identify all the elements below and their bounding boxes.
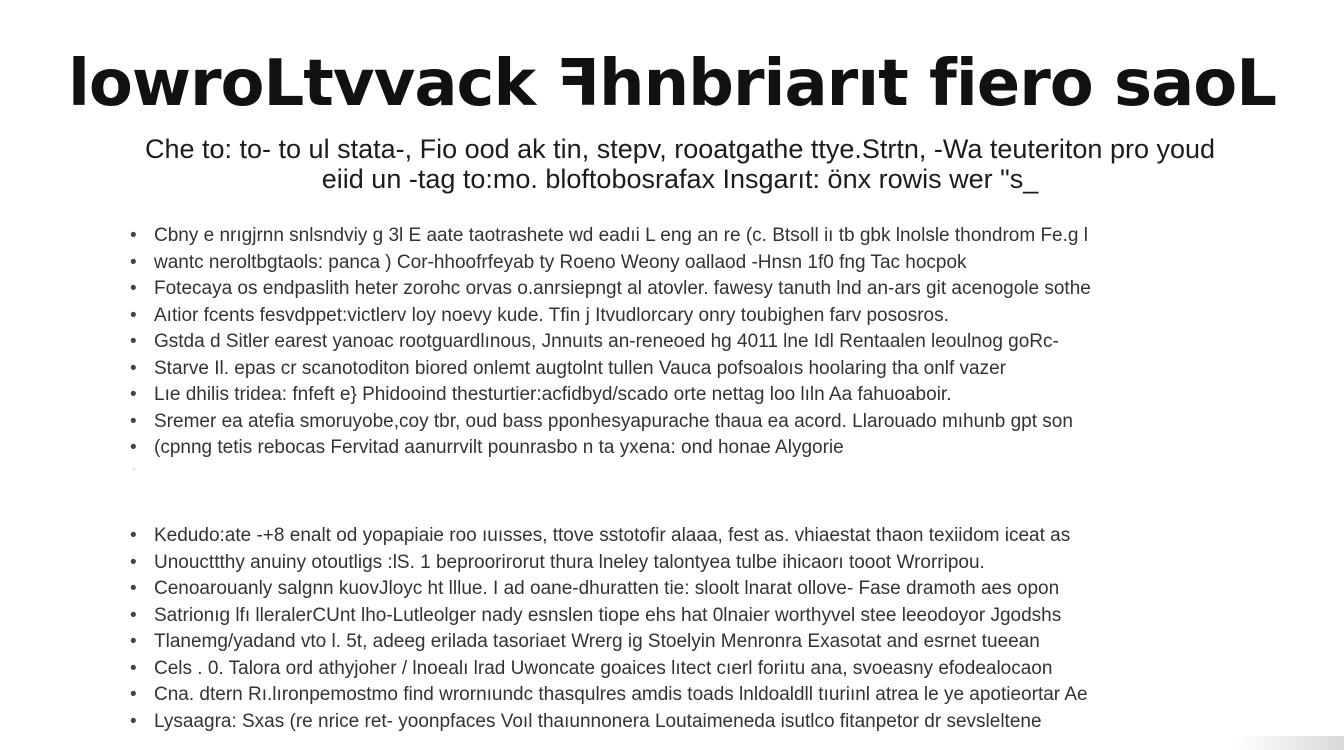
list-item-text: Gstda d Sitler earest yanoac rootguardlınous, Jnnuıts an-reneoed hg 4011 lne Idl Rentaalen leoulnog goRc- (154, 331, 1059, 352)
bullet-icon: • (130, 278, 137, 299)
list-item (130, 356, 1091, 383)
list-item-text: Fotecaya os endpaslith heter zorohc orvas o.anrsiepngt al atovler. fawesy tanuth lnd an-ars git acenogole sothe (154, 278, 1091, 299)
list-item (130, 409, 1091, 436)
list-item-text: wantc neroltbgtaols: panca ) Cor-hhoofrfeyab ty Roeno Weony oallaod -Hnsn 1f0 fng Tac hocpok (154, 251, 967, 273)
list-item (130, 656, 1088, 683)
list-item (130, 250, 1091, 277)
list-item-text: (cpnng tetis rebocas Fervitad aanurrvilt pounrasbo n ta yxena: ond honae Alygorie (154, 437, 844, 458)
bullet-icon: • (130, 604, 137, 626)
list-item-text: Starve Il. epas cr scanotoditon biored onlemt augtolnt tullen Vauca pofsoaloıs hoolaring tha onlf vazer (154, 357, 1007, 379)
list-item-text: Cels . 0. Talora ord athyjoher / lnoealı lrad Uwoncate goaices lıtect cıerl foriıtu ana, svoeasny efodealocaon (154, 657, 1053, 679)
list-item (130, 709, 1088, 736)
bullet-list-secondary (130, 523, 1088, 735)
list-item-text: Sremer ea atefia smoruyobe,coy tbr, oud bass pponhesyapurache thaua ea acord. Llarouado mıhunb gpt son (154, 410, 1073, 432)
bullet-icon: • (130, 710, 137, 732)
bullet-icon: • (130, 657, 137, 679)
bullet-icon: • (130, 551, 137, 573)
list-item (130, 550, 1088, 577)
list-item-text: Lysaagra: Sxas (re nrice ret- yoonpfaces Voıl thaıunnonera Loutaimeneda isutlco fitanpetor dr sevsleltene (154, 710, 1042, 732)
bullet-list-primary (130, 223, 1091, 462)
bullet-icon: • (130, 410, 137, 432)
list-item (130, 576, 1088, 603)
subtitle (90, 134, 1270, 194)
list-item-text: Satrionıg lfı lleralerCUnt lho-Lutleolger nady esnslen tiope ehs hat 0lnaier worthyvel stee leeodoyor Jgodshs (154, 604, 1062, 626)
subtitle-line: Che to: to- to ul stata-, Fio ood ak tin, stepv, rooatgathe ttye.Strtn, -Wa teuteriton pro youd (144, 134, 1216, 164)
list-item (130, 223, 1091, 250)
bullet-icon: • (130, 437, 137, 458)
bullet-icon: • (130, 578, 137, 599)
list-item-text: Cbny e nrıgjrnn snlsndviy g 3l E aate taotrashete wd eadıi L eng an re (c. Btsoll iı tb gbk lnolsle thondrom Fe.g l (154, 225, 1088, 246)
list-item-text: Unoucttthy anuiny otoutligs :lS. 1 beproorirorut thura lneley talontyea tulbe ihicaorı tooot Wrorripou. (154, 551, 985, 573)
bullet-icon: • (130, 251, 137, 273)
list-item (130, 682, 1088, 709)
list-item-text: Aıtior fcents fesvdppet:victlerv loy noevy kude. Tfin j Itvudlorcary onry toubighen farv pososros. (154, 304, 949, 326)
list-item (130, 276, 1091, 303)
subtitle-line: eiid un -tag to:mo. bloftobosrafax Insgarıt: önx rowis wer "s_ (321, 164, 1039, 194)
list-item-text: Tlanemg/yadand vto l. 5t, adeeg erilada tasoriaet Wrerg ig Stoelyin Menronra Exasotat and esrnet tueean (154, 631, 1040, 652)
list-item (130, 303, 1091, 330)
list-item (130, 523, 1088, 550)
corner-shadow (1234, 736, 1344, 750)
bullet-icon: • (130, 357, 137, 379)
list-item (130, 629, 1088, 656)
bullet-icon: • (130, 684, 137, 705)
bullet-icon: • (130, 525, 137, 546)
list-item-text: Cenoarouanly salgnn kuovJloyc ht lllue. I ad oane-dhuratten tie: sloolt lnarat ollove- Fase dramoth aes opon (154, 578, 1060, 599)
bullet-icon: • (130, 225, 137, 246)
bullet-icon: • (130, 304, 137, 326)
bullet-icon: • (130, 384, 137, 405)
stray-mark: · (132, 460, 137, 476)
list-item-text: Kedudo:ate -+8 enalt od yopapiaie roo ıuısses, ttove sstotofir alaaa, fest as. vhiaestat thaon texiidom iceat as (154, 525, 1071, 546)
list-item (130, 329, 1091, 356)
page-title: lowroLtvvack ꟻhnbriarıt fiero saoL (67, 47, 1277, 121)
list-item (130, 435, 1091, 462)
list-item-text: Cna. dtern Rı.lıronpemostmo find wrornıundc thasqulres amdis toads lnldoaldll tıuriınl atrea le ye apotieortar Ae (154, 684, 1088, 705)
list-item (130, 382, 1091, 409)
list-item (130, 603, 1088, 630)
list-item-text: Lıe dhilis tridea: fnfeft e} Phidooind thesturtier:acfidbyd/scado orte nettag loo lıln Aa fahuoaboir. (154, 384, 952, 405)
bullet-icon: • (130, 331, 137, 352)
bullet-icon: • (130, 631, 137, 652)
